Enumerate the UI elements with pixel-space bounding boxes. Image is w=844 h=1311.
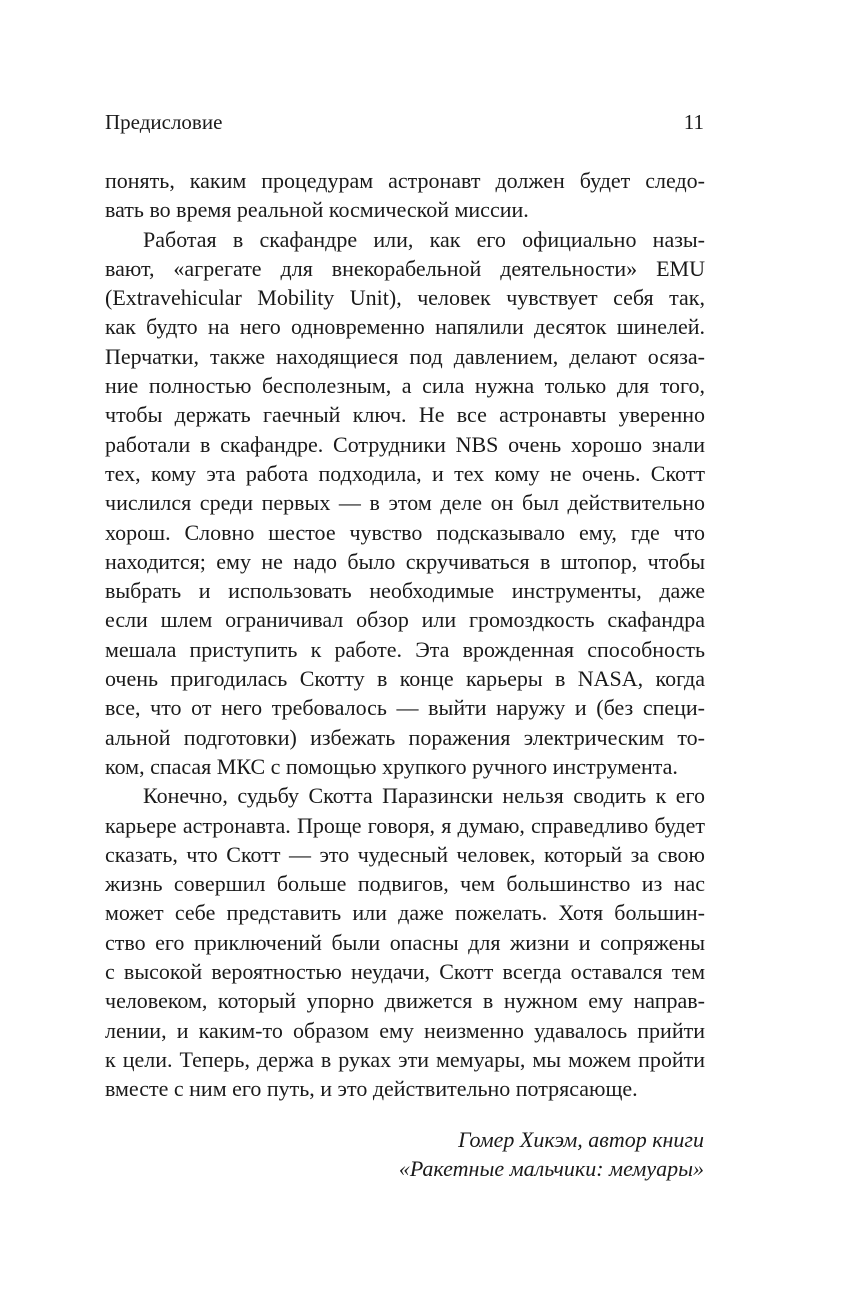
text-line: человеком, который упорно движется в нужном ему направ-: [105, 988, 705, 1014]
text-line: жизнь совершил больше подвигов, чем большинство из нас: [105, 871, 705, 897]
text-line: сказать, что Скотт — это чудесный человек, который за свою: [105, 841, 705, 867]
text-line: (Extravehicular Mobility Unit), человек чувствует себя так,: [105, 285, 705, 311]
text-line: выбрать и использовать необходимые инструменты, даже: [105, 578, 705, 604]
text-line: к цели. Теперь, держа в руках эти мемуары, мы можем пройти: [105, 1046, 705, 1072]
text-line: вать во время реальной космической миссии.: [105, 197, 529, 223]
section-title: Предисловие: [105, 110, 223, 134]
text-line: вают, «агрегате для внекорабельной деятельности» EMU: [105, 255, 705, 281]
signature-book-title: «Ракетные мальчики: мемуары»: [398, 1156, 704, 1182]
paragraph-1: [105, 166, 705, 225]
text-line: тех, кому эта работа подходила, и тех кому не очень. Скотт: [105, 460, 705, 486]
text-line: с высокой вероятностью неудачи, Скотт всегда оставался тем: [105, 959, 705, 985]
text-line: Конечно, судьбу Скотта Паразински нельзя сводить к его: [143, 783, 705, 809]
text-line: если шлем ограничивал обзор или громоздкость скафандра: [105, 607, 705, 633]
text-line: может себе представить или даже пожелать. Хотя большин-: [105, 900, 705, 926]
author-signature: [399, 1125, 704, 1184]
text-line: мешала приступить к работе. Эта врожденная способность: [105, 636, 705, 662]
text-line: числился среди первых — в этом деле он был действительно: [105, 490, 705, 516]
text-line: очень пригодилась Скотту в конце карьеры в NASA, когда: [105, 666, 705, 692]
text-line: хорош. Словно шестое чувство подсказывало ему, где что: [105, 519, 705, 545]
text-line: работали в скафандре. Сотрудники NBS очень хорошо знали: [105, 431, 705, 457]
text-line: находится; ему не надо было скручиваться в штопор, чтобы: [105, 548, 705, 574]
running-header: [105, 107, 704, 137]
paragraph-3: [105, 781, 705, 1103]
text-line: Перчатки, также находящиеся под давлением, делают осяза-: [105, 343, 705, 369]
text-line: ство его приключений были опасны для жизни и сопряжены: [105, 929, 705, 955]
page-number: 11: [683, 110, 704, 134]
paragraph-2: [105, 225, 705, 782]
text-line: Работая в скафандре или, как его официально назы-: [143, 226, 705, 252]
text-line: чтобы держать гаечный ключ. Не все астронавты уверенно: [105, 402, 705, 428]
text-line: все, что от него требовалось — выйти наружу и (без специ-: [105, 695, 705, 721]
text-line: понять, каким процедурам астронавт должен будет следо-: [105, 168, 705, 193]
text-line: как будто на него одновременно напялили десяток шинелей.: [105, 314, 705, 340]
text-line: лении, и каким-то образом ему неизменно удавалось прийти: [105, 1017, 705, 1043]
signature-author: Гомер Хикэм, автор книги: [458, 1127, 704, 1152]
text-line: альной подготовки) избежать поражения электрическим то-: [105, 724, 705, 750]
text-line: ние полностью бесполезным, а сила нужна только для того,: [105, 373, 705, 399]
text-line: вместе с ним его путь, и это действительно потрясающе.: [105, 1076, 638, 1102]
body-text: [105, 166, 705, 1104]
text-line: ком, спасая МКС с помощью хрупкого ручного инструмента.: [105, 753, 678, 779]
text-line: карьере астронавта. Проще говоря, я думаю, справедливо будет: [105, 812, 705, 838]
